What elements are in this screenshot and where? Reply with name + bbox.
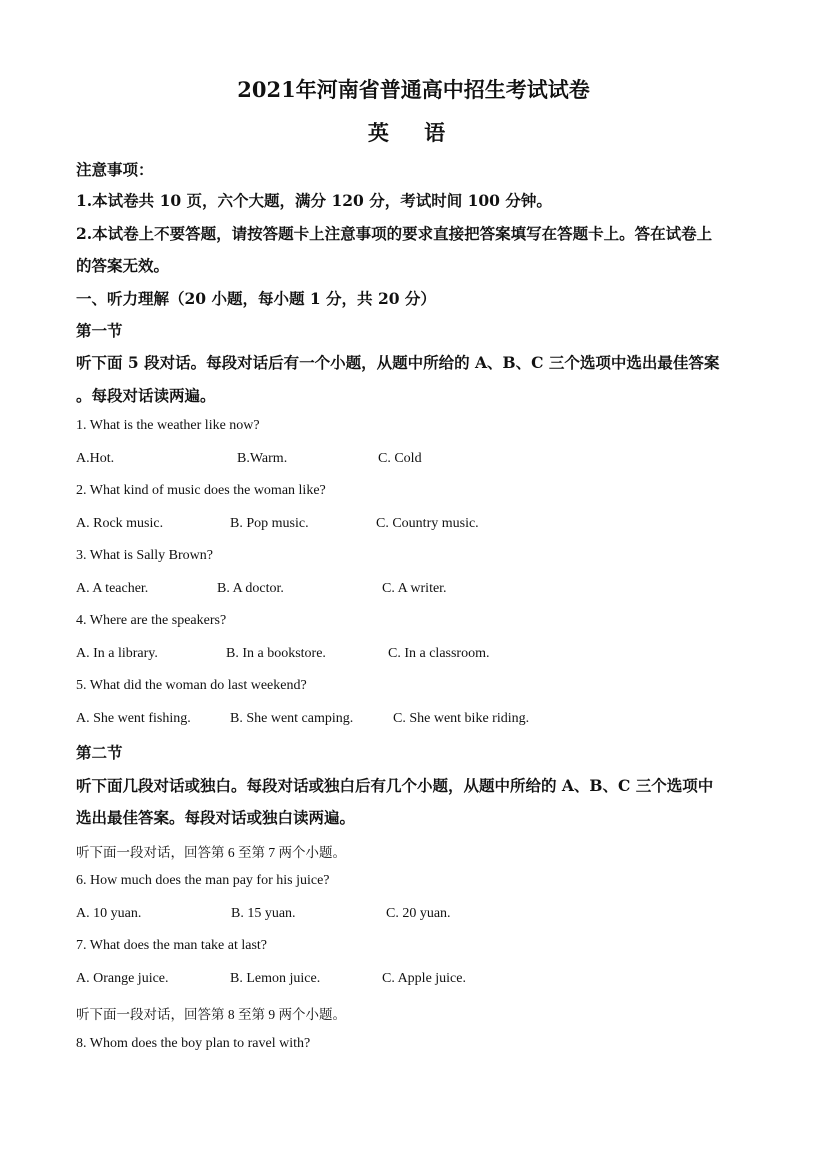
dialogue-note-2: 听下面一段对话，回答第 8 至第 9 两个小题。 bbox=[76, 1007, 346, 1022]
section1-instruction-line-2: 。每段对话读两遍。 bbox=[76, 386, 216, 405]
question-5: 5. What did the woman do last weekend? bbox=[76, 678, 307, 693]
exam-title: 2021年河南省普通高中招生考试试卷 bbox=[237, 77, 590, 102]
question-7: 7. What does the man take at last? bbox=[76, 938, 268, 953]
part1-heading: 一、听力理解（20 小题，每小题 1 分，共 20 分） bbox=[76, 289, 436, 308]
option-7b: B. Lemon juice. bbox=[230, 971, 321, 986]
option-6a: A. 10 yuan. bbox=[76, 906, 142, 921]
dialogue-note-1: 听下面一段对话，回答第 6 至第 7 两个小题。 bbox=[76, 845, 346, 860]
option-6b: B. 15 yuan. bbox=[231, 906, 296, 921]
option-7c: C. Apple juice. bbox=[382, 971, 466, 986]
question-2: 2. What kind of music does the woman like? bbox=[76, 483, 326, 498]
option-5b: B. She went camping. bbox=[230, 711, 354, 726]
question-8: 8. Whom does the boy plan to ravel with? bbox=[76, 1036, 311, 1051]
question-4: 4. Where are the speakers? bbox=[76, 613, 227, 628]
option-2a: A. Rock music. bbox=[76, 516, 164, 531]
notice-item-1: 1.本试卷共 10 页，六个大题，满分 120 分，考试时间 100 分钟。 bbox=[76, 191, 552, 210]
notice-item-2-line-2: 的答案无效。 bbox=[76, 256, 170, 275]
section2-instruction-line-2: 选出最佳答案。每段对话或独白读两遍。 bbox=[76, 808, 356, 827]
option-4b: B. In a bookstore. bbox=[226, 646, 326, 661]
option-5a: A. She went fishing. bbox=[76, 711, 191, 726]
notice-heading: 注意事项： bbox=[76, 160, 154, 179]
option-4a: A. In a library. bbox=[76, 646, 158, 661]
option-1b: B.Warm. bbox=[237, 451, 288, 466]
option-7a: A. Orange juice. bbox=[76, 971, 169, 986]
option-6c: C. 20 yuan. bbox=[386, 906, 451, 921]
option-3a: A. A teacher. bbox=[76, 581, 149, 596]
section2-heading: 第二节 bbox=[76, 743, 123, 762]
question-6: 6. How much does the man pay for his juice? bbox=[76, 873, 330, 888]
section2-instruction-line-1: 听下面几段对话或独白。每段对话或独白后有几个小题，从题中所给的 A、B、C 三个选项中 bbox=[76, 776, 714, 795]
section1-instruction-line-1: 听下面 5 段对话。每段对话后有一个小题，从题中所给的 A、B、C 三个选项中选出最佳答案 bbox=[76, 353, 720, 372]
option-4c: C. In a classroom. bbox=[388, 646, 490, 661]
option-2b: B. Pop music. bbox=[230, 516, 309, 531]
option-1a: A.Hot. bbox=[76, 451, 115, 466]
question-1: 1. What is the weather like now? bbox=[76, 418, 260, 433]
question-3: 3. What is Sally Brown? bbox=[76, 548, 214, 563]
notice-item-2-line-1: 2.本试卷上不要答题，请按答题卡上注意事项的要求直接把答案填写在答题卡上。答在试卷上 bbox=[76, 224, 713, 243]
section1-heading: 第一节 bbox=[76, 321, 123, 340]
option-2c: C. Country music. bbox=[376, 516, 479, 531]
option-5c: C. She went bike riding. bbox=[393, 711, 530, 726]
option-3c: C. A writer. bbox=[382, 581, 447, 596]
option-3b: B. A doctor. bbox=[217, 581, 284, 596]
option-1c: C. Cold bbox=[378, 451, 422, 466]
subject-title: 英 语 bbox=[367, 120, 460, 145]
